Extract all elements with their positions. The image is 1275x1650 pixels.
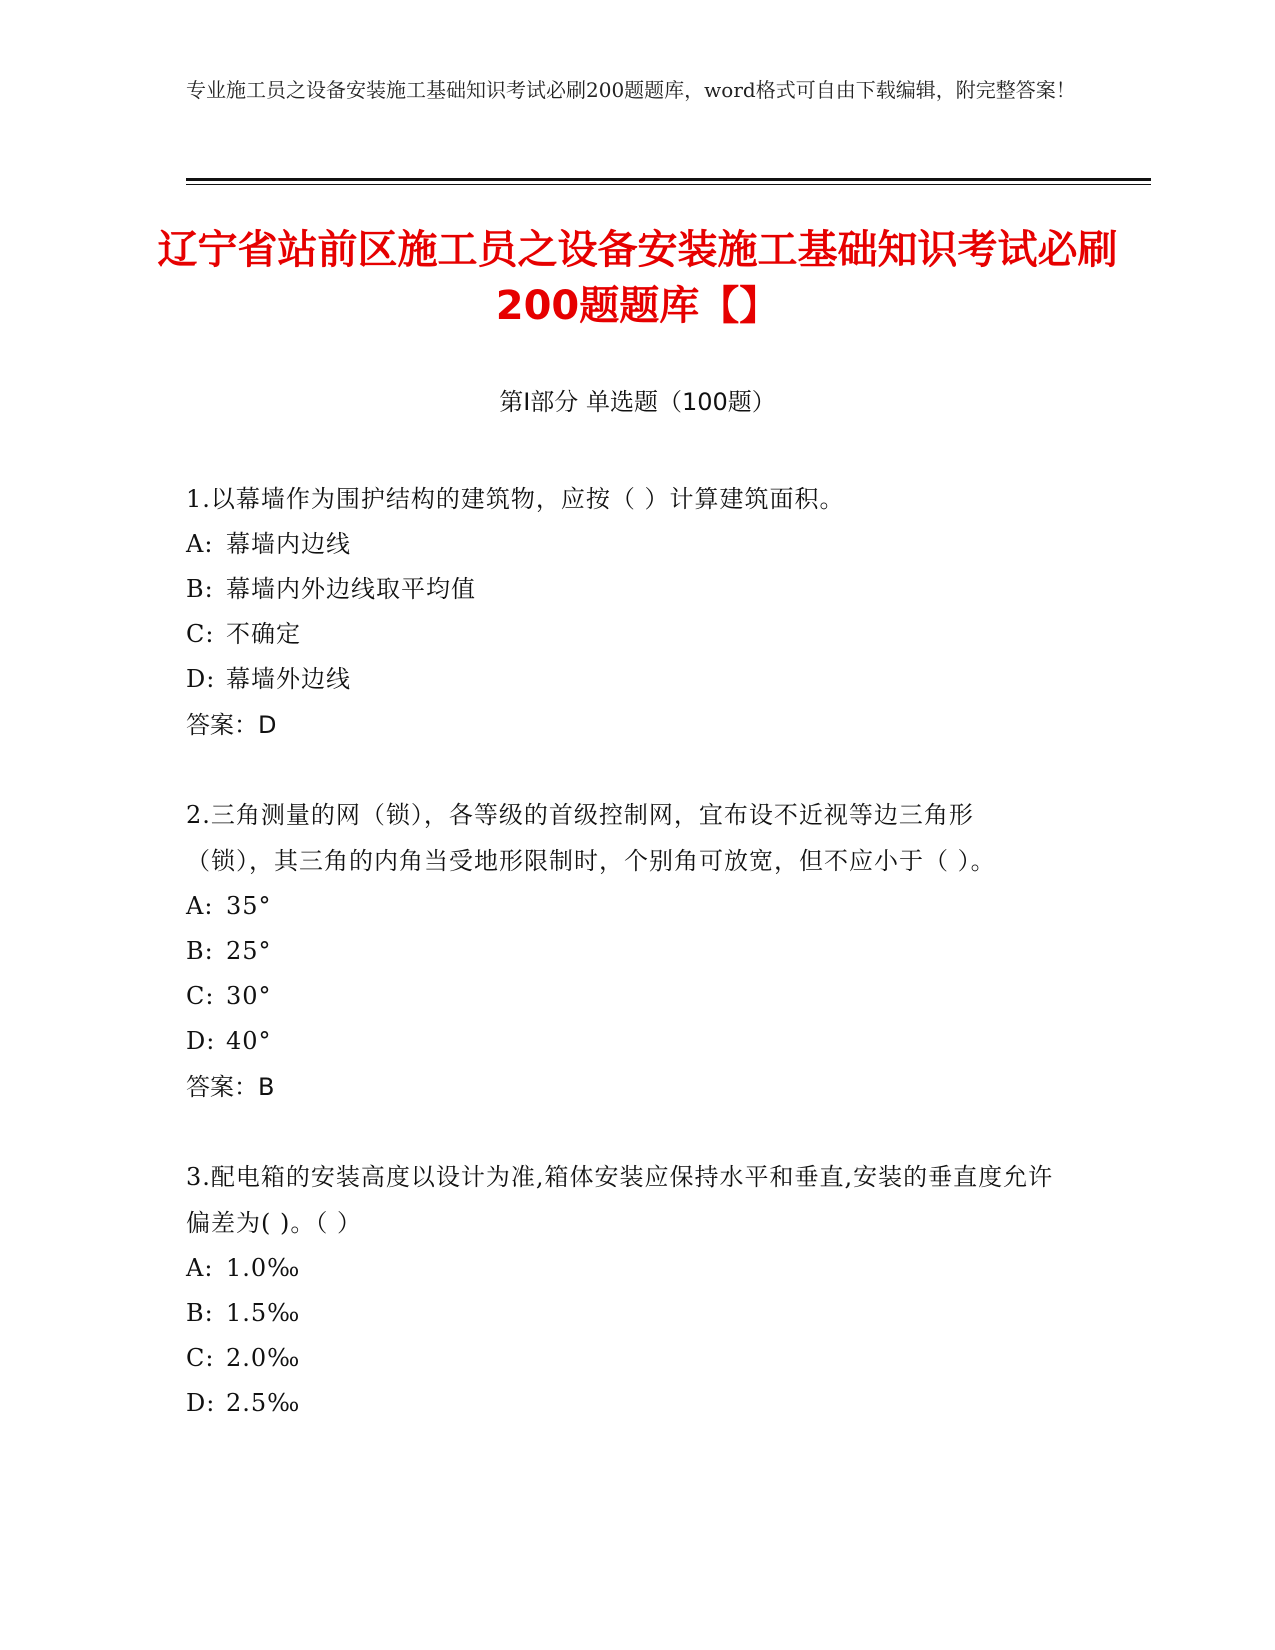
option-letter: D: bbox=[186, 1389, 216, 1417]
option-letter: B: bbox=[186, 1299, 214, 1327]
option-letter: A: bbox=[186, 530, 214, 558]
option-text: 幕墙外边线 bbox=[226, 665, 351, 693]
option-letter: B: bbox=[186, 937, 214, 965]
option-c bbox=[186, 974, 1056, 1019]
option-text: 不确定 bbox=[226, 620, 301, 648]
option-text: 25° bbox=[226, 937, 272, 965]
option-a bbox=[186, 1246, 1056, 1291]
header-rule-thin bbox=[186, 184, 1151, 185]
option-d bbox=[186, 1381, 1056, 1426]
question-stem: 1.以幕墙作为围护结构的建筑物，应按（ ）计算建筑面积。 bbox=[186, 485, 845, 513]
option-letter: C: bbox=[186, 982, 215, 1010]
option-a bbox=[186, 884, 1056, 929]
answer-line: 答案：B bbox=[186, 1073, 275, 1101]
option-d bbox=[186, 657, 1056, 702]
question-3 bbox=[186, 1154, 1056, 1426]
option-text: 幕墙内外边线取平均值 bbox=[226, 575, 476, 603]
option-text: 2.0‰ bbox=[226, 1344, 301, 1372]
question-1 bbox=[186, 476, 1056, 748]
option-letter: A: bbox=[186, 892, 214, 920]
option-d bbox=[186, 1019, 1056, 1064]
question-list bbox=[186, 476, 1056, 1470]
option-text: 2.5‰ bbox=[226, 1389, 301, 1417]
question-stem: 3.配电箱的安装高度以设计为准,箱体安装应保持水平和垂直,安装的垂直度允许偏差为( )。（ ） bbox=[186, 1163, 1054, 1237]
option-letter: C: bbox=[186, 1344, 215, 1372]
option-c bbox=[186, 1336, 1056, 1381]
header-note: 专业施工员之设备安装施工基础知识考试必刷200题题库，word格式可自由下载编辑，附完整答案！ bbox=[186, 78, 1076, 102]
section-title: 第Ⅰ部分 单选题（100题） bbox=[499, 388, 776, 416]
option-c bbox=[186, 612, 1056, 657]
option-text: 幕墙内边线 bbox=[226, 530, 351, 558]
option-letter: C: bbox=[186, 620, 215, 648]
option-letter: A: bbox=[186, 1254, 214, 1282]
option-letter: D: bbox=[186, 1027, 216, 1055]
question-2 bbox=[186, 792, 1056, 1110]
option-b bbox=[186, 929, 1056, 974]
option-text: 1.0‰ bbox=[226, 1254, 301, 1282]
answer-line: 答案：D bbox=[186, 711, 277, 739]
option-letter: B: bbox=[186, 575, 214, 603]
document-title: 辽宁省站前区施工员之设备安装施工基础知识考试必刷200题题库【】 bbox=[157, 227, 1118, 329]
option-text: 40° bbox=[226, 1027, 272, 1055]
option-letter: D: bbox=[186, 665, 216, 693]
option-text: 1.5‰ bbox=[226, 1299, 301, 1327]
option-text: 30° bbox=[226, 982, 272, 1010]
header-rule-thick bbox=[186, 178, 1151, 181]
option-b bbox=[186, 567, 1056, 612]
option-b bbox=[186, 1291, 1056, 1336]
option-a bbox=[186, 522, 1056, 567]
option-text: 35° bbox=[226, 892, 272, 920]
question-stem: 2.三角测量的网（锁），各等级的首级控制网，宜布设不近视等边三角形（锁），其三角的内角当受地形限制时，个别角可放宽，但不应小于（ ）。 bbox=[186, 801, 996, 875]
